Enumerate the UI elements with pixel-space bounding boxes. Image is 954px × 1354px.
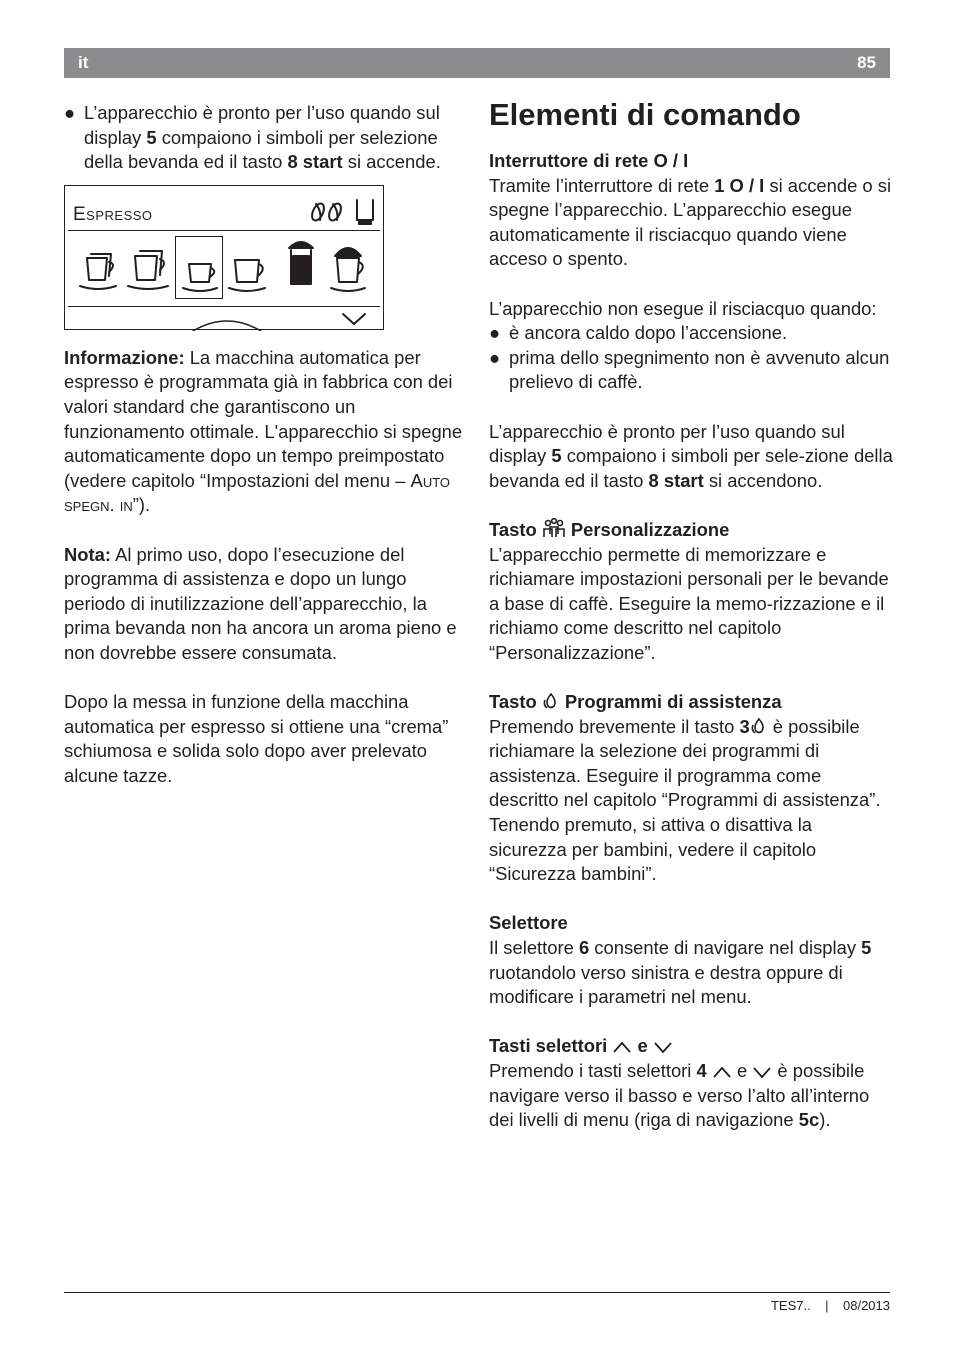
bean-icon — [327, 202, 344, 223]
info-label: Informazione: — [64, 346, 185, 368]
display-title: Espresso — [73, 203, 153, 225]
display-bottom-arc — [193, 321, 261, 331]
double-espresso-icon — [80, 254, 116, 289]
chevron-down-icon — [343, 314, 365, 324]
note-label: Nota: — [64, 543, 111, 565]
coffee-icon — [229, 260, 265, 291]
menu-item-reference: Auto spegn. in — [64, 469, 451, 516]
switch-heading: Interruttore di rete O / I — [489, 150, 689, 171]
personalization-text: L’apparecchio permette di memorizzare e richiamare impostazioni personali per le bevande a base di caffè. Eseguire la memo-rizzazione e il richiamo come descritto nel capitolo “Personalizzazione”. — [489, 543, 889, 663]
list-item: ● prima dello spegnimento non è avvenuto alcun prelievo di caffè. — [489, 346, 890, 393]
cappuccino-icon — [331, 248, 365, 291]
footer-rule — [64, 1292, 890, 1293]
chevron-down-icon — [752, 1065, 772, 1079]
crema-paragraph: Dopo la messa in funzione della macchina automatica per espresso si ottiene una “crema” schiumosa e solida solo dopo aver prelevato alcune tazze. — [64, 691, 449, 786]
double-coffee-icon — [128, 251, 168, 289]
info-paragraph: Informazione: La macchina automatica per espresso è programmata già in fabbrica con dei valori standard che garantiscono un funzionamento ottimale. L'apparecchio si spegne automaticamente dopo un tempo preimpostato (vedere capitolo “Impostazioni del menu – Auto spegn. in”). — [64, 346, 463, 516]
language-label: it — [78, 53, 89, 72]
personalization-icon — [542, 518, 566, 538]
keys-heading: Tasti selettori e — [489, 1034, 894, 1059]
no-rinse-intro: L’apparecchio non esegue il risciacquo quando: — [489, 297, 877, 319]
publication-date: 08/2013 — [843, 1298, 890, 1313]
left-column — [64, 101, 466, 788]
switch-text: Tramite l’interruttore di rete 1 O / I si accende o si spegne l’apparecchio. L’apparecchio esegue automaticamente il risciacquo quando viene acceso o spento. — [489, 174, 892, 270]
ready-text: L’apparecchio è pronto per l’uso quando sul display 5 compaiono i simboli per sele-zione della bevanda ed il tasto 8 start si accendono. — [489, 420, 893, 491]
list-item: ● è ancora caldo dopo l’accensione. — [489, 322, 788, 344]
page-number: 85 — [857, 53, 876, 72]
footer-separator: | — [825, 1298, 829, 1313]
service-programs-icon — [750, 717, 768, 735]
assist-text: Premendo brevemente il tasto 3 è possibile richiamare la selezione dei programmi di assistenza. Eseguire il programma come descritto nel capitolo “Programmi di assistenza”. — [489, 715, 881, 811]
chevron-up-icon — [612, 1040, 632, 1054]
note-paragraph: Nota: Al primo uso, dopo l’esecuzione del programma di assistenza e dopo un lungo periodo di inutilizzazione dell’apparecchio, la prima bevanda non ha ancora un aroma pieno e non dovrebbe essere consumata. — [64, 543, 457, 663]
personalization-heading: Tasto Personalizzazione — [489, 518, 730, 540]
child-lock-text: Tenendo premuto, si attiva o disattiva la sicurezza per bambini, vedere il capitolo “Sicurezza bambini”. — [489, 814, 817, 885]
service-programs-icon — [542, 692, 560, 710]
display-graphics — [65, 186, 385, 331]
quantity-icon — [357, 200, 373, 224]
display-illustration — [64, 185, 384, 330]
assist-heading: Tasto Programmi di assistenza — [489, 691, 782, 713]
selector-heading: Selettore — [489, 912, 568, 934]
ready-bullet: ● L’apparecchio è pronto per l’uso quando sul display 5 compaiono i simboli per selezione della bevanda ed il tasto 8 start si accende. — [64, 102, 441, 173]
page-footer — [771, 1298, 890, 1313]
model-number: TES7.. — [770, 1298, 811, 1313]
keys-text: Premendo i tasti selettori 4 e è possibile navigare verso il basso e verso l’alto all’interno dei livelli di menu (riga di navigazione 5c). — [489, 1059, 870, 1131]
latte-macchiato-icon — [289, 242, 313, 284]
selector-text: Il selettore 6 consente di navigare nel display 5 ruotandolo verso sinistra e destra oppure di modificare i parametri nel menu. — [489, 937, 872, 1008]
right-column — [489, 95, 894, 1133]
section-title: Elementi di comando — [489, 97, 801, 132]
page-header — [64, 48, 890, 78]
chevron-down-icon — [653, 1040, 673, 1054]
bullet-dot: ● — [64, 102, 76, 123]
chevron-up-icon — [712, 1065, 732, 1079]
bean-icon — [310, 202, 327, 223]
espresso-icon — [183, 264, 217, 291]
